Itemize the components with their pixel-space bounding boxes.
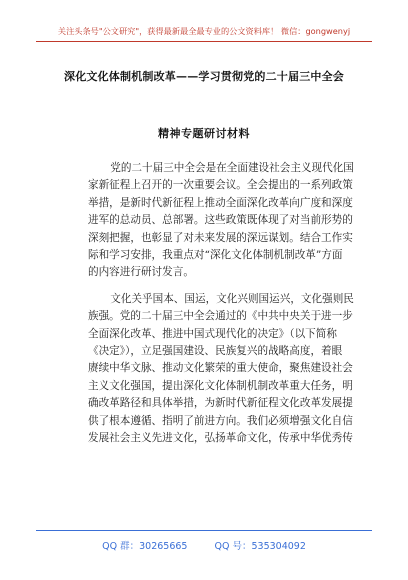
body-line: 党的二十届三中全会是在全面建设社会主义现代化国 bbox=[110, 162, 354, 174]
body-line: 赓续中华文脉、推动文化繁荣的重大使命，聚焦建设社会 bbox=[88, 362, 353, 375]
paragraph-2 bbox=[88, 291, 354, 448]
document-subtitle: 精神专题研讨材料 bbox=[158, 127, 250, 140]
page-footer bbox=[0, 538, 408, 552]
body-line: 全面深化改革、推进中国式现代化的决定》（以下简称 bbox=[88, 327, 337, 340]
footer-divider bbox=[36, 530, 372, 531]
page-header: 关注头条号"公文研究"，获得最新最全最专业的公文资料库！ 微信：gongwenyj bbox=[57, 26, 351, 36]
body-line: 供了根本遵循、指明了前进方向。我们必须增强文化自信 bbox=[88, 414, 353, 427]
body-line: 《决定》），立足强国建设、民族复兴的战略高度，着眼 bbox=[88, 345, 343, 358]
body-line: 文化关乎国本、国运，文化兴则国运兴，文化强则民 bbox=[110, 292, 354, 305]
body-line: 深刻把握，也彰显了对未来发展的深远谋划。结合工作实 bbox=[88, 231, 353, 244]
footer-qq-number: QQ 号：535304092 bbox=[214, 541, 306, 552]
body-line: 的内容进行研讨发言。 bbox=[88, 266, 194, 279]
document-title: 深化文化体制机制改革——学习贯彻党的二十届三中全会 bbox=[64, 70, 344, 83]
body-line: 家新征程上召开的一次重要会议。全会提出的一系列政策 bbox=[88, 179, 353, 192]
document-body bbox=[88, 160, 354, 448]
header-divider bbox=[36, 41, 372, 42]
body-line: 确改革路径和具体举措，为新时代新征程文化改革发展提 bbox=[88, 397, 353, 410]
body-line: 发展社会主义先进文化，弘扬革命文化，传承中华优秀传 bbox=[88, 432, 353, 445]
body-line: 际和学习安排，我重点对“深化文化体制机制改革”方面 bbox=[88, 249, 343, 262]
body-line: 举措，是新时代新征程上推动全面深化改革向广度和深度 bbox=[88, 196, 353, 209]
body-line: 主义文化强国，提出深化文化体制机制改革重大任务，明 bbox=[88, 379, 353, 392]
body-line: 族强。党的二十届三中全会通过的《中共中央关于进一步 bbox=[88, 310, 353, 323]
body-line: 进军的总动员、总部署。这些政策既体现了对当前形势的 bbox=[88, 214, 353, 227]
footer-qq-group: QQ 群：30265665 bbox=[102, 541, 188, 552]
paragraph-1 bbox=[88, 160, 354, 282]
